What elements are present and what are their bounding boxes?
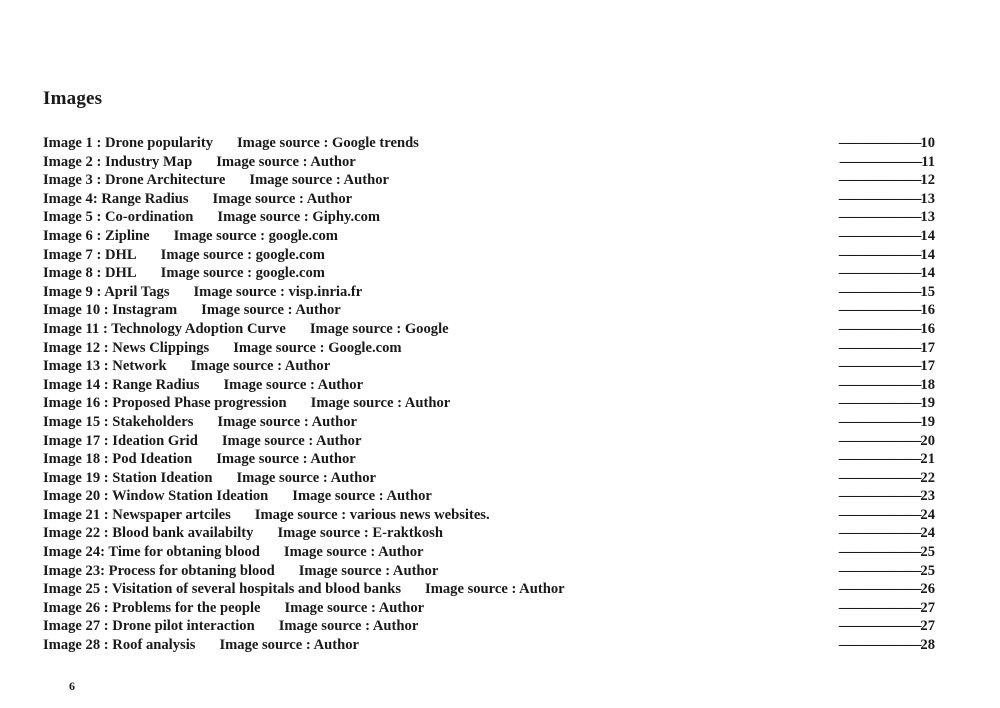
entry-description — [43, 339, 402, 358]
entry-description — [43, 450, 356, 469]
image-caption: Image 6 : Zipline — [43, 227, 150, 244]
image-source: Image source : Author — [217, 413, 357, 430]
page-ref-number: 27 — [920, 618, 935, 635]
image-source: Image source : Google trends — [237, 135, 419, 151]
entry-description — [43, 562, 438, 581]
image-source: Image source : Author — [236, 469, 377, 486]
image-caption: Image 9 : April Tags — [43, 283, 170, 300]
list-item — [43, 599, 935, 618]
image-source: Image source : Author — [212, 190, 353, 207]
dash-leader: —————— — [838, 135, 921, 151]
page-ref-number: 16 — [920, 320, 935, 337]
list-item — [43, 264, 935, 283]
image-source: Image source : Author — [284, 599, 425, 616]
image-source: Image source : Author — [201, 302, 341, 319]
list-item — [43, 246, 935, 265]
page-reference — [839, 301, 935, 320]
page-reference — [839, 487, 935, 506]
entry-description — [43, 376, 363, 395]
entry-description — [43, 134, 419, 153]
image-caption: Image 26 : Problems for the people — [43, 599, 261, 616]
list-item — [43, 432, 935, 451]
image-source: Image source : Author — [298, 562, 439, 579]
dash-leader: —————— — [838, 469, 921, 486]
list-item — [43, 339, 935, 358]
image-source: Image source : Author — [216, 153, 356, 170]
image-caption: Image 7 : DHL — [43, 246, 137, 263]
entry-description — [43, 190, 352, 209]
image-caption: Image 3 : Drone Architecture — [43, 172, 226, 189]
entry-description — [43, 506, 490, 525]
image-caption: Image 10 : Instagram — [43, 302, 178, 319]
entry-description — [43, 394, 450, 413]
page-reference — [839, 246, 935, 265]
page-reference — [839, 617, 935, 636]
dash-leader: —————— — [838, 320, 921, 337]
image-source: Image source : Author — [292, 488, 432, 505]
image-caption: Image 13 : Network — [43, 358, 167, 375]
entry-description — [43, 208, 380, 227]
image-source: Image source : E-raktkosh — [277, 525, 443, 542]
list-item — [43, 469, 935, 488]
page-reference — [839, 506, 935, 525]
page-reference — [839, 562, 935, 581]
dash-leader: —————— — [838, 227, 921, 244]
list-item — [43, 376, 935, 395]
page-ref-number: 16 — [920, 302, 935, 319]
page-reference — [839, 524, 935, 543]
dash-leader: —————— — [838, 562, 921, 579]
dash-leader: —————— — [838, 265, 921, 282]
page-ref-number: 11 — [921, 153, 935, 170]
entry-description — [43, 413, 357, 432]
image-caption: Image 8 : DHL — [43, 265, 137, 282]
entry-description — [43, 357, 330, 376]
page-ref-number: 20 — [920, 432, 935, 449]
page-reference — [839, 580, 935, 599]
list-item — [43, 506, 935, 525]
page-reference — [839, 376, 935, 395]
list-item — [43, 301, 935, 320]
page-ref-number: 18 — [920, 376, 935, 393]
list-item — [43, 171, 935, 190]
page-ref-number: 10 — [920, 135, 935, 151]
entry-description — [43, 320, 449, 339]
list-item — [43, 227, 935, 246]
page-ref-number: 14 — [920, 265, 935, 282]
entry-description — [43, 227, 338, 246]
page-ref-number: 26 — [920, 581, 935, 598]
page-reference — [839, 227, 935, 246]
page-reference — [839, 469, 935, 488]
image-source: Image source : Giphy.com — [217, 209, 381, 226]
page-ref-number: 25 — [920, 562, 935, 579]
dash-leader: —————— — [838, 506, 921, 523]
list-item — [43, 524, 935, 543]
image-source: Image source : Author — [219, 637, 360, 654]
page-ref-number: 25 — [920, 544, 935, 561]
image-source: Image source : Author — [216, 451, 356, 468]
list-item — [43, 153, 935, 172]
page-reference — [839, 413, 935, 432]
page-reference — [839, 636, 935, 655]
image-caption: Image 14 : Range Radius — [43, 376, 200, 393]
page-ref-number: 13 — [920, 190, 935, 207]
list-item — [43, 190, 935, 209]
dash-leader: —————— — [838, 302, 921, 319]
dash-leader: —————— — [839, 153, 922, 170]
page-reference — [839, 450, 935, 469]
dash-leader: —————— — [838, 209, 921, 226]
dash-leader: —————— — [838, 283, 921, 300]
dash-leader: —————— — [838, 451, 921, 468]
page-reference — [839, 134, 935, 153]
page-reference — [839, 432, 935, 451]
dash-leader: —————— — [838, 525, 921, 542]
list-item — [43, 543, 935, 562]
entry-description — [43, 524, 443, 543]
entry-description — [43, 469, 376, 488]
dash-leader: —————— — [838, 488, 921, 505]
image-source: Image source : Author — [310, 395, 451, 412]
page-reference — [839, 543, 935, 562]
page-reference — [839, 339, 935, 358]
page-ref-number: 23 — [920, 488, 935, 505]
list-item — [43, 617, 935, 636]
image-caption: Image 23: Process for obtaning blood — [43, 562, 275, 579]
dash-leader: —————— — [838, 246, 921, 263]
list-item — [43, 562, 935, 581]
page-ref-number: 12 — [920, 172, 935, 189]
image-source: Image source : Author — [223, 376, 364, 393]
dash-leader: —————— — [838, 599, 921, 616]
entry-description — [43, 636, 359, 655]
list-item — [43, 320, 935, 339]
dash-leader: —————— — [838, 432, 921, 449]
page-ref-number: 19 — [920, 413, 935, 430]
page-reference — [839, 599, 935, 618]
page-ref-number: 14 — [920, 227, 935, 244]
image-caption: Image 25 : Visitation of several hospitals and blood banks — [43, 581, 402, 598]
page-number: 6 — [69, 679, 75, 693]
dash-leader: —————— — [838, 358, 921, 375]
image-caption: Image 22 : Blood bank availabilty — [43, 525, 254, 542]
image-caption: Image 28 : Roof analysis — [43, 637, 196, 654]
page-ref-number: 24 — [920, 506, 935, 523]
list-item — [43, 357, 935, 376]
image-caption: Image 15 : Stakeholders — [43, 413, 194, 430]
page-ref-number: 13 — [920, 209, 935, 226]
image-source: Image source : Author — [249, 172, 389, 189]
entry-description — [43, 246, 325, 265]
image-caption: Image 2 : Industry Map — [43, 153, 193, 170]
page-reference — [839, 208, 935, 227]
image-caption: Image 20 : Window Station Ideation — [43, 488, 269, 505]
page-ref-number: 19 — [920, 395, 935, 412]
entry-description — [43, 283, 362, 302]
page-reference — [839, 394, 935, 413]
image-caption: Image 21 : Newspaper artciles — [43, 506, 231, 523]
entry-description — [43, 432, 361, 451]
page-ref-number: 22 — [920, 469, 935, 486]
image-caption: Image 24: Time for obtaning blood — [43, 544, 260, 561]
list-item — [43, 208, 935, 227]
image-caption: Image 27 : Drone pilot interaction — [43, 618, 255, 635]
entry-description — [43, 617, 418, 636]
page-ref-number: 15 — [920, 283, 935, 300]
image-source: Image source : google.com — [173, 227, 338, 244]
list-item — [43, 134, 935, 153]
dash-leader: —————— — [838, 376, 921, 393]
image-source: Image source : Author — [425, 581, 565, 598]
page-ref-number: 14 — [920, 246, 935, 263]
image-source: Image source : Author — [190, 358, 331, 375]
list-item — [43, 580, 935, 599]
list-item — [43, 394, 935, 413]
entry-description — [43, 543, 423, 562]
dash-leader: —————— — [838, 581, 921, 598]
image-source: Image source : google.com — [160, 265, 325, 282]
image-source: Image source : various news websites. — [254, 506, 490, 523]
page-ref-number: 17 — [920, 339, 935, 356]
dash-leader: —————— — [838, 637, 921, 654]
dash-leader: —————— — [838, 339, 921, 356]
page-ref-number: 24 — [920, 525, 935, 542]
entry-description — [43, 264, 325, 283]
image-source: Image source : Author — [283, 544, 424, 561]
page-ref-number: 27 — [920, 599, 935, 616]
dash-leader: —————— — [838, 544, 921, 561]
dash-leader: —————— — [838, 413, 921, 430]
dash-leader: —————— — [838, 172, 921, 189]
image-caption: Image 17 : Ideation Grid — [43, 432, 198, 449]
entry-description — [43, 599, 424, 618]
list-item — [43, 636, 935, 655]
list-item — [43, 283, 935, 302]
entry-description — [43, 487, 432, 506]
list-item — [43, 450, 935, 469]
dash-leader: —————— — [838, 395, 921, 412]
list-item — [43, 487, 935, 506]
entry-description — [43, 171, 389, 190]
page-reference — [840, 153, 935, 172]
image-source: Image source : visp.inria.fr — [193, 283, 363, 300]
entry-description — [43, 301, 341, 320]
image-source: Image source : google.com — [160, 246, 325, 263]
page-reference — [839, 190, 935, 209]
image-source: Image source : Author — [278, 618, 419, 635]
section-heading: Images — [43, 88, 103, 109]
page-ref-number: 21 — [920, 451, 935, 468]
entry-description — [43, 580, 565, 599]
dash-leader: —————— — [838, 190, 921, 207]
page-reference — [839, 264, 935, 283]
image-caption: Image 19 : Station Ideation — [43, 469, 213, 486]
image-index-list — [43, 134, 935, 655]
entry-description — [43, 153, 356, 172]
image-source: Image source : Google — [309, 320, 449, 337]
page-ref-number: 28 — [920, 637, 935, 654]
image-caption: Image 18 : Pod Ideation — [43, 451, 193, 468]
image-caption: Image 5 : Co-ordination — [43, 209, 194, 226]
image-caption: Image 4: Range Radius — [43, 190, 189, 207]
image-caption: Image 11 : Technology Adoption Curve — [43, 320, 286, 337]
page-reference — [839, 171, 935, 190]
list-item — [43, 413, 935, 432]
page-ref-number: 17 — [920, 358, 935, 375]
page-reference — [839, 320, 935, 339]
dash-leader: —————— — [838, 618, 921, 635]
page-reference — [839, 357, 935, 376]
page-reference — [839, 283, 935, 302]
image-source: Image source : Google.com — [233, 339, 402, 356]
image-caption: Image 16 : Proposed Phase progression — [43, 395, 287, 412]
image-source: Image source : Author — [221, 432, 362, 449]
image-caption: Image 1 : Drone popularity — [43, 135, 213, 151]
image-caption: Image 12 : News Clippings — [43, 339, 210, 356]
